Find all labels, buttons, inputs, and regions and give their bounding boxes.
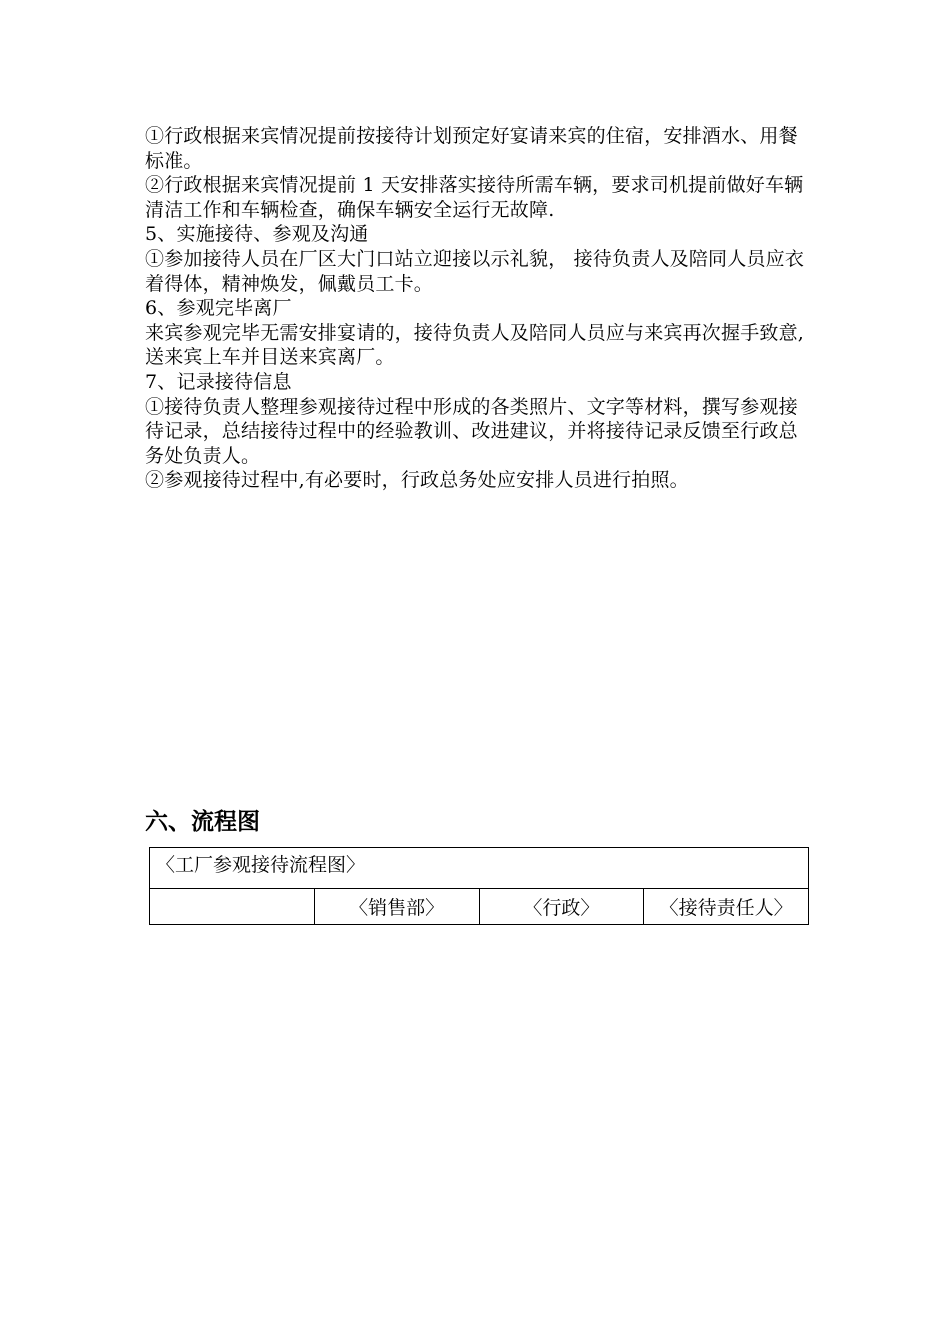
table-blank-cell	[150, 889, 315, 925]
heading-step-5: 5、实施接待、参观及沟通	[145, 223, 369, 246]
flowchart-table	[149, 847, 809, 925]
paragraph-photos: ②参观接待过程中,有必要时，行政总务处应安排人员进行拍照。	[145, 469, 689, 492]
flowchart-table-title: 〈工厂参观接待流程图〉	[150, 848, 809, 889]
paragraph-records: ①接待负责人整理参观接待过程中形成的各类照片、文字等材料，撰写参观接待记录，总结接待过程中的经验教训、改进建议，并将接待记录反馈至行政总务处负责人。	[145, 395, 798, 467]
column-header-admin: 〈行政〉	[479, 889, 644, 925]
paragraph-reception: ①参加接待人员在厂区大门口站立迎接以示礼貌， 接待负责人及陪同人员应衣着得体，精神焕发，佩戴员工卡。	[145, 247, 805, 295]
table-header-row	[150, 889, 809, 925]
paragraph-booking: ①行政根据来宾情况提前按接待计划预定好宴请来宾的住宿，安排酒水、用餐标准。	[145, 125, 798, 172]
paragraph-vehicles: ②行政根据来宾情况提前 1 天安排落实接待所需车辆，要求司机提前做好车辆清洁工作和车辆检查，确保车辆安全运行无故障.	[145, 174, 804, 221]
column-header-host: 〈接待责任人〉	[644, 889, 809, 925]
paragraph-departure: 来宾参观完毕无需安排宴请的，接待负责人及陪同人员应与来宾再次握手致意,送来宾上车并目送来宾离厂。	[145, 321, 805, 369]
section-heading-flowchart: 六、流程图	[145, 809, 260, 835]
heading-step-6: 6、参观完毕离厂	[145, 297, 292, 320]
table-title-row	[150, 848, 809, 889]
body-text	[145, 124, 811, 493]
heading-step-7: 7、记录接待信息	[145, 370, 292, 393]
column-header-sales: 〈销售部〉	[314, 889, 479, 925]
